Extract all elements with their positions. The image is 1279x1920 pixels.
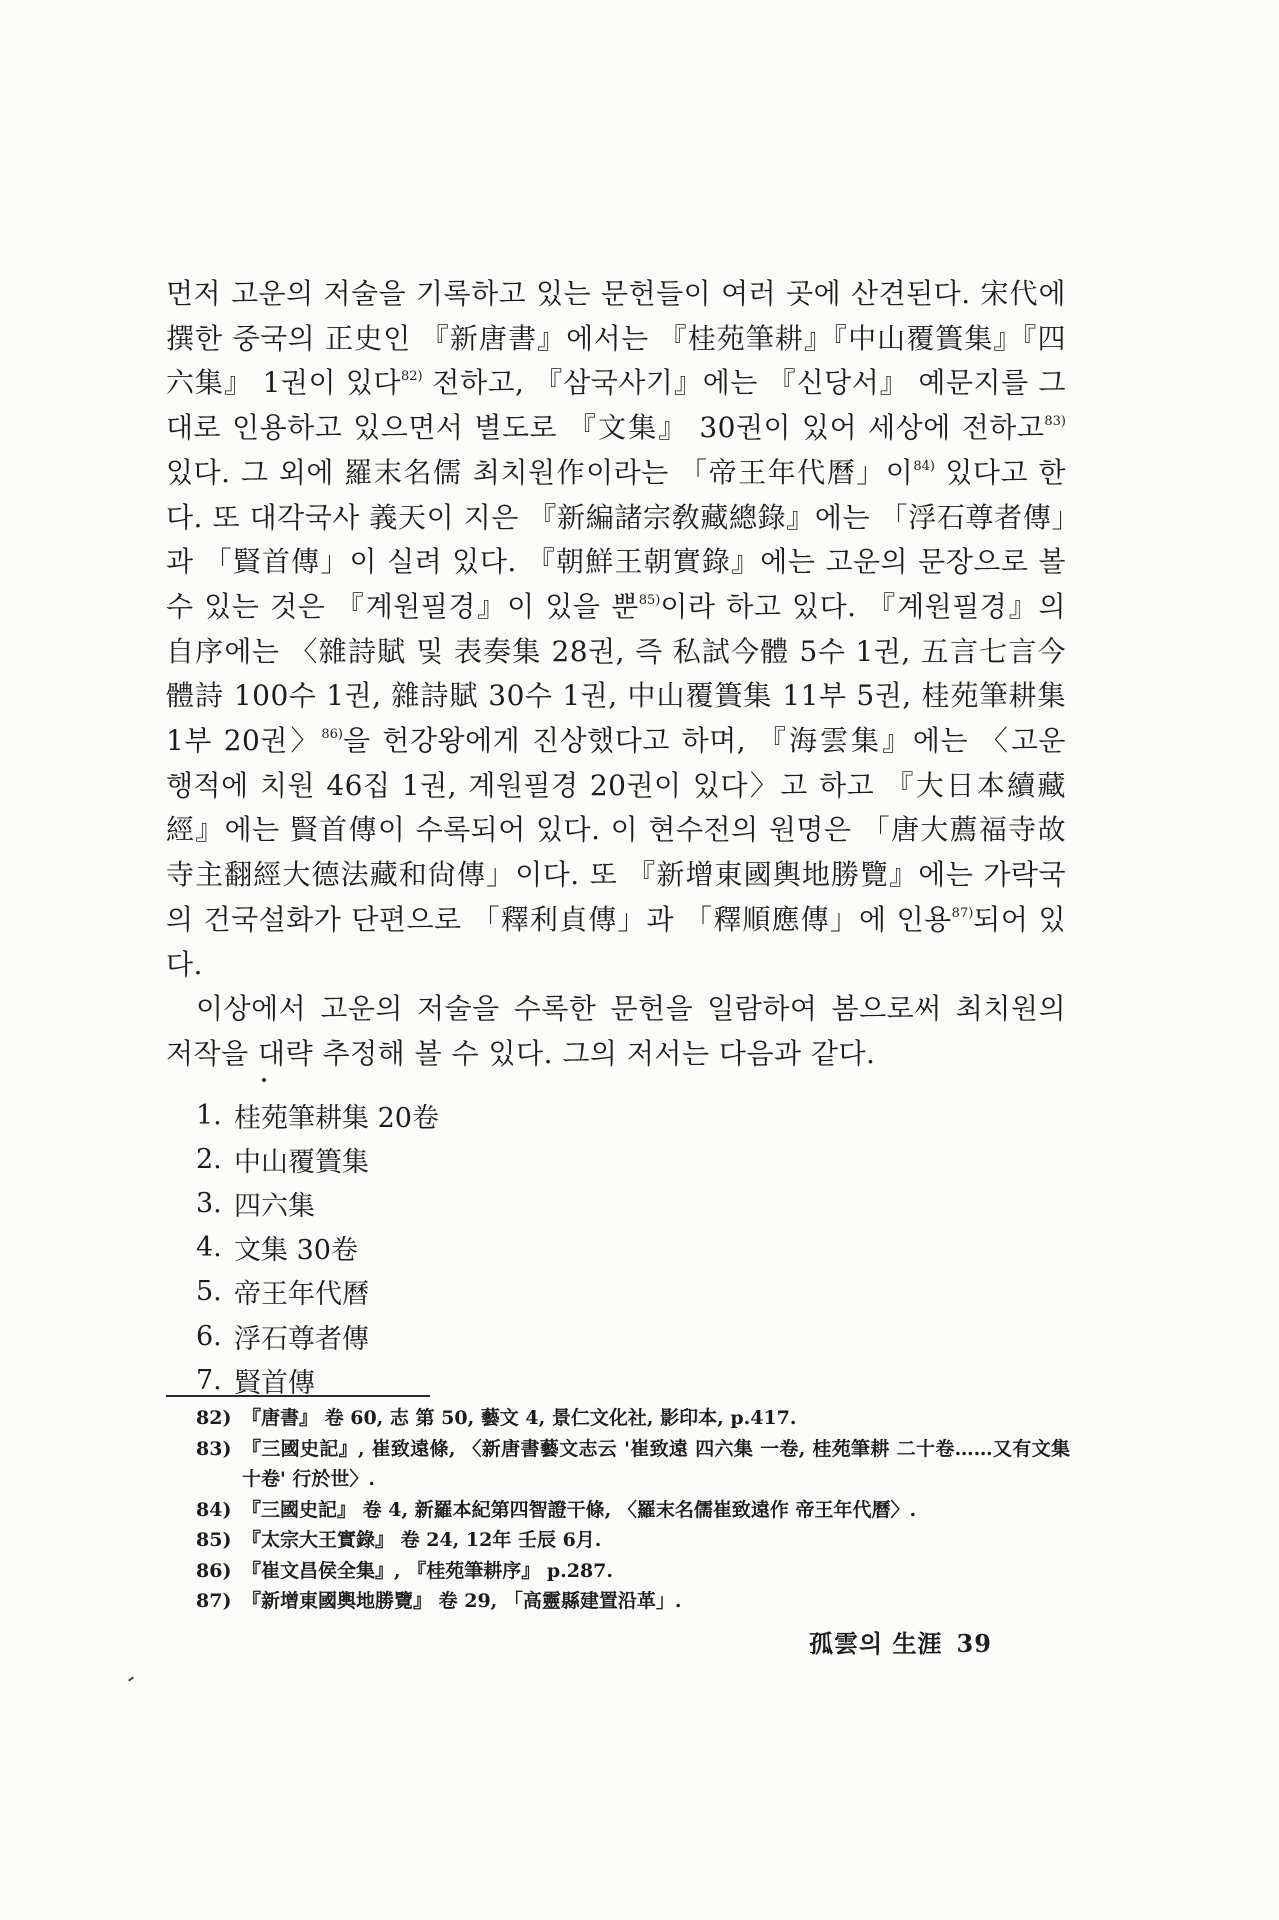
- body-paragraph: [166, 987, 1066, 1076]
- footnote-number: 85): [196, 1529, 232, 1551]
- footnote-text: 『崔文昌侯全集』, 『桂苑筆耕序』 p.287.: [242, 1559, 614, 1582]
- text-run: 을 헌강왕에게 진상했다고 하며, 『海雲集』에는 〈고운 행적에 치원 46집 1권, 계원필경 20권이 있다〉고 하고 『大日本續藏經』에는 賢首傳이 수록되어 있다. 이 현수전의 원명은 「唐大薦福寺故寺主翻經大德法藏和尙傳」이다. 또 『新增東國輿地勝覽』에는 가락국의 건국설화가 단편으로 「釋利貞傳」과 「釋順應傳」에 인용: [166, 724, 1066, 936]
- list-item-title: 賢首傳: [234, 1367, 315, 1399]
- list-item-title: 四六集: [234, 1190, 315, 1222]
- footnote-text: 『新增東國輿地勝覽』 卷 29, 「高靈縣建置沿革」.: [242, 1590, 682, 1612]
- list-item-number: 5.: [196, 1276, 222, 1308]
- list-item: [196, 1137, 696, 1181]
- page-footer: [809, 1624, 992, 1659]
- footnote-reference: 84): [913, 458, 935, 474]
- list-item-number: 4.: [196, 1232, 222, 1264]
- footnote-number: 86): [196, 1559, 232, 1582]
- list-item: [196, 1270, 696, 1314]
- list-item: [196, 1093, 696, 1137]
- footnote-text: 『三國史記』, 崔致遠條, 〈新唐書藝文志云 '崔致遠 四六集 一卷, 桂苑筆耕 二十卷……又有文集十卷' 行於世〉.: [242, 1437, 1070, 1490]
- list-item: [196, 1314, 696, 1358]
- list-item-number: 7.: [196, 1364, 222, 1396]
- text-run: 이상에서 고운의 저술을 수록한 문헌을 일람하여 봄으로써 최치원의 저작을 대략 추정해 볼 수 있다. 그의 저서는 다음과 같다.: [166, 992, 1066, 1070]
- footnote: [196, 1434, 1070, 1495]
- list-item-title: 桂苑筆耕集 20卷: [234, 1102, 439, 1134]
- footnote-number: 82): [196, 1407, 232, 1429]
- footnotes: [196, 1403, 1070, 1617]
- footnote: [196, 1403, 1070, 1434]
- list-item-number: 2.: [196, 1143, 222, 1175]
- text-run: 전하고, 『삼국사기』에는 『신당서』 예문지를 그대로 인용하고 있으면서 별도로 『文集』 30권이 있어 세상에 전하고: [166, 366, 1066, 445]
- footnote-number: 83): [196, 1437, 232, 1460]
- page-number: 39: [956, 1629, 992, 1658]
- footnote-text: 『太宗大王實錄』 卷 24, 12年 壬辰 6月.: [242, 1529, 602, 1551]
- footnote-number: 84): [196, 1498, 232, 1521]
- footnote-divider: [166, 1395, 430, 1397]
- footnote: [196, 1495, 1070, 1526]
- text-run: 있다고 한다. 또 대각국사 義天이 지은 『新編諸宗敎藏總錄』에는 「浮石尊者傳」과 「賢首傳」이 실려 있다. 『朝鮮王朝實錄』에는 고운의 문장으로 볼 수 있는 것은 『계원필경』이 있을 뿐: [166, 455, 1067, 623]
- list-item-title: 文集 30卷: [234, 1235, 358, 1267]
- body-paragraph: [166, 272, 1066, 987]
- footnote-reference: 87): [951, 905, 974, 921]
- text-run: 이라 하고 있다. 『계원필경』의 自序에는 〈雜詩賦 및 表奏集 28권, 즉 私試今體 5수 1권, 五言七言今體詩 100수 1권, 雜詩賦 30수 1권, 中山覆簣集 11부 5권, 桂苑筆耕集 1부 20권〉: [166, 589, 1066, 758]
- text-run: 먼저 고운의 저술을 기록하고 있는 문헌들이 여러 곳에 산견된다. 宋代에 撰한 중국의 正史인 『新唐書』에서는 『桂苑筆耕』『中山覆簣集』『四六集』 1권이 있다: [166, 277, 1066, 400]
- footnote-reference: 85): [638, 592, 661, 608]
- footnote-reference: 83): [1044, 414, 1066, 430]
- list-item-number: 6.: [196, 1320, 222, 1352]
- list-item: [196, 1181, 696, 1225]
- footnote: [196, 1525, 1070, 1556]
- scan-speck: [262, 1078, 266, 1082]
- body-text: [166, 272, 1066, 1077]
- list-item: [196, 1226, 696, 1270]
- footnote-text: 『三國史記』 卷 4, 新羅本紀第四智證干條, 〈羅末名儒崔致遠作 帝王年代曆〉.: [242, 1498, 917, 1521]
- list-item-title: 中山覆簣集: [234, 1146, 369, 1178]
- footnote-number: 87): [196, 1590, 232, 1612]
- list-item-title: 浮石尊者傳: [234, 1323, 369, 1355]
- footnote-text: 『唐書』 卷 60, 志 第 50, 藝文 4, 景仁文化社, 影印本, p.417.: [242, 1407, 797, 1429]
- footnote-reference: 82): [400, 369, 423, 385]
- text-run: 되어 있다.: [166, 902, 1066, 981]
- list-item-number: 3.: [196, 1187, 222, 1219]
- scan-mark: [128, 1676, 134, 1681]
- footnote: [196, 1556, 1070, 1587]
- running-title: 孤雲의 生涯: [809, 1629, 943, 1658]
- footnote-reference: 86): [321, 727, 343, 743]
- list-item-title: 帝王年代曆: [234, 1279, 369, 1311]
- works-list: [196, 1093, 696, 1402]
- footnote: [196, 1586, 1070, 1617]
- text-run: 있다. 그 외에 羅末名儒 최치원作이라는 「帝王年代曆」이: [166, 455, 914, 489]
- list-item-number: 1.: [196, 1099, 222, 1131]
